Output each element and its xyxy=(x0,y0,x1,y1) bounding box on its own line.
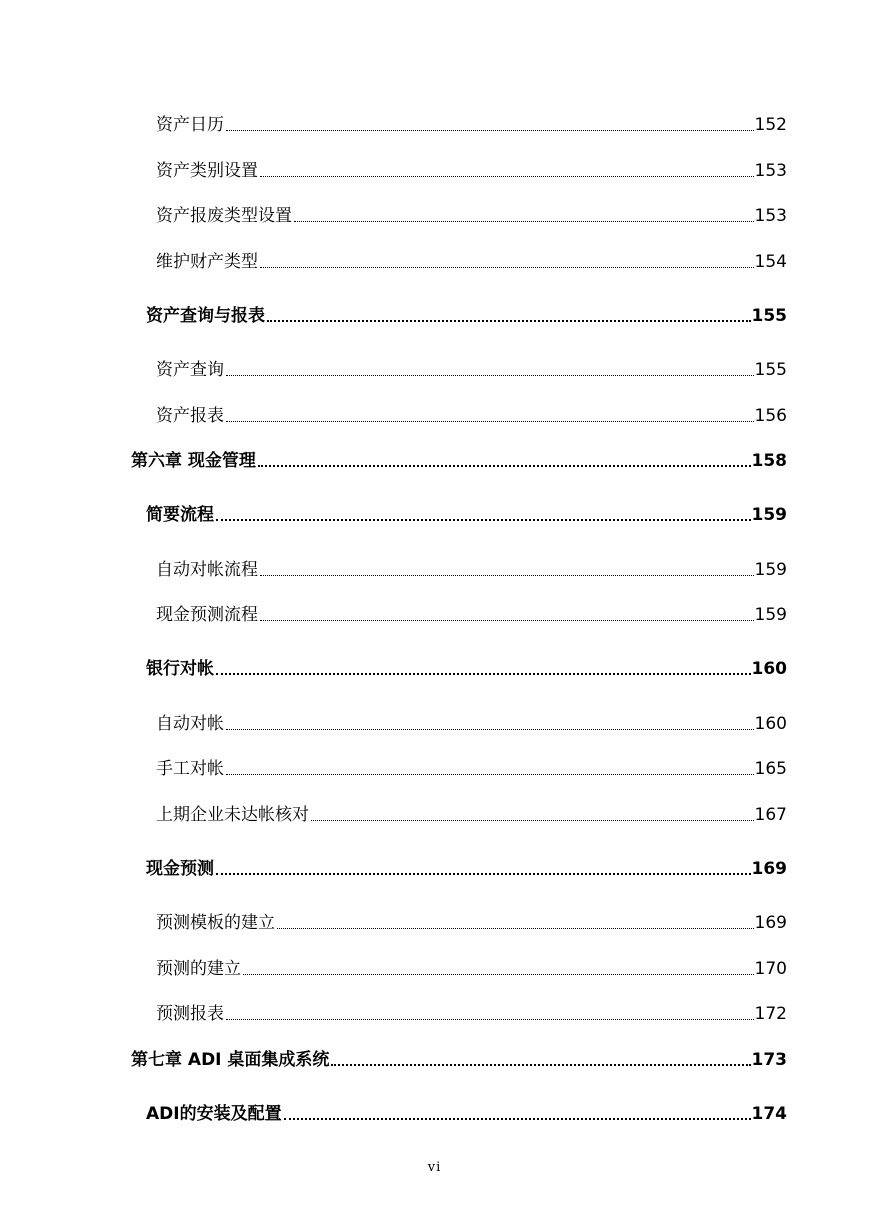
toc-entry-title: 自动对帐 xyxy=(156,714,224,734)
toc-entry-title: 自动对帐流程 xyxy=(156,560,258,580)
toc-entry[interactable] xyxy=(146,858,787,880)
toc-leader-dots xyxy=(226,729,754,730)
toc-entry[interactable] xyxy=(156,559,787,581)
toc-entry-page: 169 xyxy=(751,859,787,879)
toc-entry-title: 资产查询与报表 xyxy=(146,306,265,326)
toc-entry-title: 现金预测 xyxy=(146,859,214,879)
toc-entry-page: 174 xyxy=(751,1104,787,1124)
toc-entry[interactable] xyxy=(146,658,787,680)
toc-entry-page: 158 xyxy=(751,451,787,471)
toc-entry-title: 第七章 ADI 桌面集成系统 xyxy=(131,1050,330,1070)
toc-leader-dots xyxy=(216,873,751,875)
toc-entry[interactable] xyxy=(156,251,787,273)
toc-entry-page: 152 xyxy=(754,115,787,135)
toc-entry-title: 资产报废类型设置 xyxy=(156,206,292,226)
toc-entry-page: 154 xyxy=(754,252,787,272)
toc-entry[interactable] xyxy=(131,450,787,472)
toc-entry[interactable] xyxy=(156,359,787,381)
toc-leader-dots xyxy=(260,176,754,177)
toc-entry-title: 现金预测流程 xyxy=(156,605,258,625)
toc-leader-dots xyxy=(294,221,754,222)
toc-entry-page: 159 xyxy=(751,505,787,525)
toc-leader-dots xyxy=(226,375,754,376)
toc-entry-title: 简要流程 xyxy=(146,505,214,525)
toc-entry[interactable] xyxy=(156,205,787,227)
toc-entry-title: 手工对帐 xyxy=(156,759,224,779)
toc-entry-title: 预测的建立 xyxy=(156,959,241,979)
toc-entry[interactable] xyxy=(156,160,787,182)
toc-entry-page: 160 xyxy=(754,714,787,734)
toc-leader-dots xyxy=(331,1064,750,1066)
toc-entry-title: 预测模板的建立 xyxy=(156,913,275,933)
toc-entry[interactable] xyxy=(156,713,787,735)
toc-entry-page: 170 xyxy=(754,959,787,979)
toc-leader-dots xyxy=(258,465,751,467)
toc-entry-title: 维护财产类型 xyxy=(156,252,258,272)
toc-entry-page: 160 xyxy=(751,659,787,679)
toc-entry-page: 167 xyxy=(754,805,787,825)
toc-entry-page: 153 xyxy=(754,206,787,226)
toc-entry-page: 159 xyxy=(754,605,787,625)
toc-entry-title: 资产报表 xyxy=(156,406,224,426)
toc-entry-page: 155 xyxy=(751,306,787,326)
toc-entry[interactable] xyxy=(146,1103,787,1125)
toc-entry[interactable] xyxy=(156,1003,787,1025)
toc-entry[interactable] xyxy=(156,114,787,136)
toc-leader-dots xyxy=(226,774,754,775)
toc-entry-title: 上期企业未达帐核对 xyxy=(156,805,309,825)
toc-entry[interactable] xyxy=(156,604,787,626)
page-number: vi xyxy=(427,1160,442,1175)
toc-entry-title: ADI的安装及配置 xyxy=(146,1104,282,1124)
toc-entry[interactable] xyxy=(131,1049,787,1071)
toc-leader-dots xyxy=(277,928,754,929)
toc-entry-page: 156 xyxy=(754,406,787,426)
toc-entry-title: 预测报表 xyxy=(156,1004,224,1024)
toc-entry-page: 169 xyxy=(754,913,787,933)
toc-leader-dots xyxy=(267,320,751,322)
toc-entry[interactable] xyxy=(146,305,787,327)
toc-entry[interactable] xyxy=(156,912,787,934)
toc-leader-dots xyxy=(284,1118,751,1120)
toc-entry-title: 第六章 现金管理 xyxy=(131,451,256,471)
toc-entry-page: 173 xyxy=(751,1050,787,1070)
toc-leader-dots xyxy=(260,620,754,621)
toc-entry-page: 155 xyxy=(754,360,787,380)
toc-leader-dots xyxy=(260,267,754,268)
toc-leader-dots xyxy=(216,519,751,521)
toc-entry-page: 165 xyxy=(754,759,787,779)
toc-entry-title: 资产查询 xyxy=(156,360,224,380)
toc-entry[interactable] xyxy=(156,958,787,980)
toc-entry-title: 资产日历 xyxy=(156,115,224,135)
toc-leader-dots xyxy=(260,575,754,576)
toc-entry[interactable] xyxy=(156,758,787,780)
toc-entry-page: 159 xyxy=(754,560,787,580)
toc-leader-dots xyxy=(311,820,754,821)
toc-entry-page: 153 xyxy=(754,161,787,181)
toc-leader-dots xyxy=(216,673,751,675)
toc-leader-dots xyxy=(226,1019,754,1020)
toc-entry[interactable] xyxy=(146,504,787,526)
toc-entry-title: 资产类别设置 xyxy=(156,161,258,181)
toc-leader-dots xyxy=(226,130,754,131)
toc-entry-title: 银行对帐 xyxy=(146,659,214,679)
toc-entry[interactable] xyxy=(156,405,787,427)
toc-leader-dots xyxy=(226,421,754,422)
toc-entry[interactable] xyxy=(156,804,787,826)
toc-entry-page: 172 xyxy=(754,1004,787,1024)
toc-leader-dots xyxy=(243,974,754,975)
